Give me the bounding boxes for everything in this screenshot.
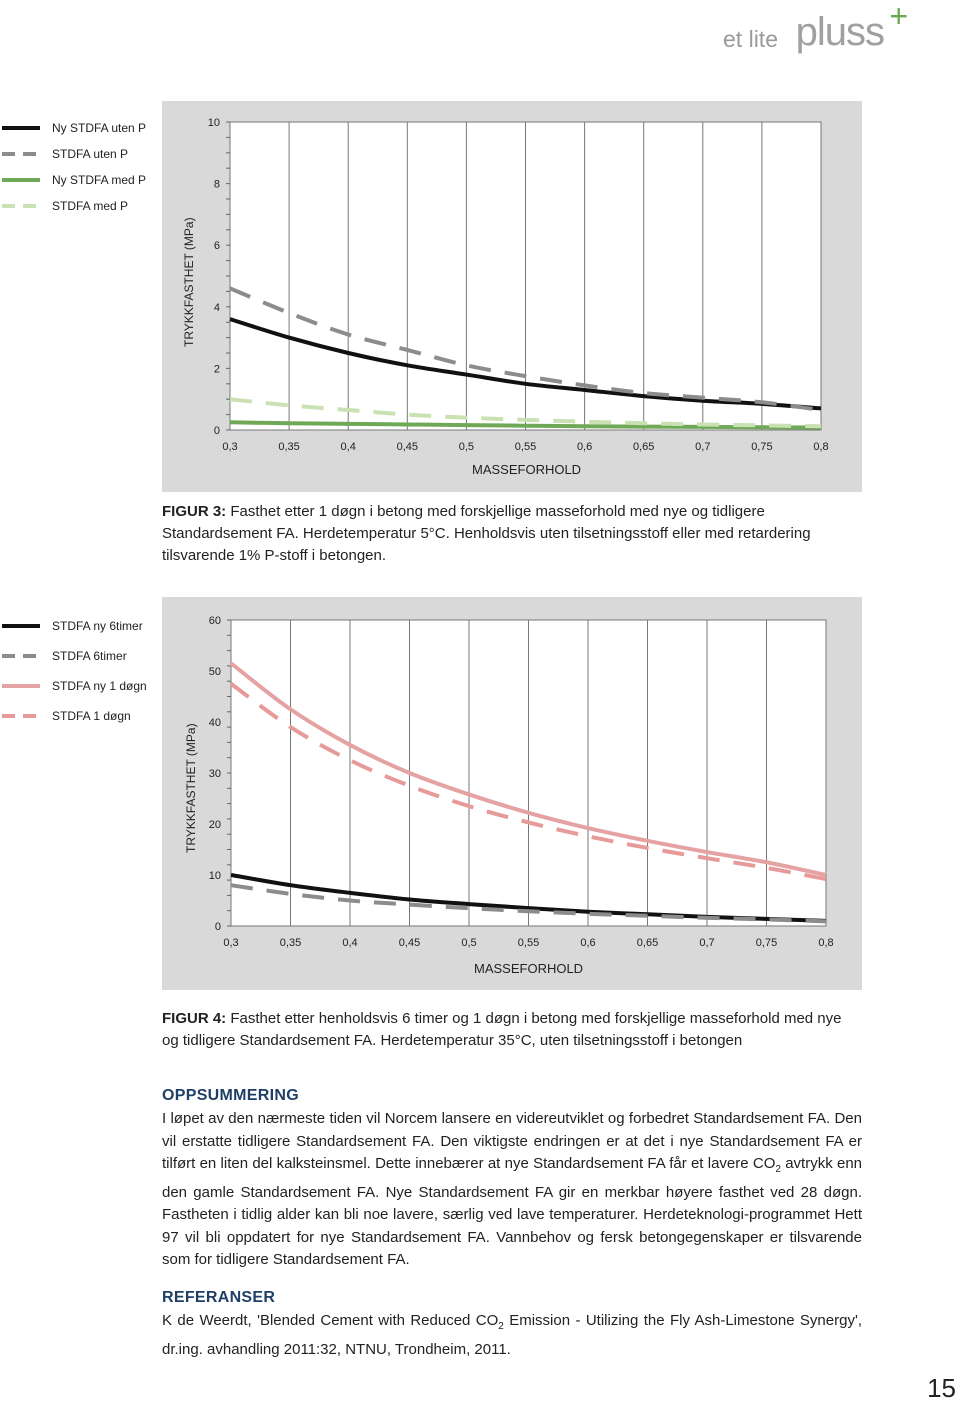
page-number: 15 <box>927 1373 956 1403</box>
chart1-y-tick-label: 4 <box>213 301 220 314</box>
chart2-x-tick-label: 0,5 <box>461 937 477 949</box>
chart2-x-tick-label: 0,65 <box>636 937 659 949</box>
chart2-legend-swatch <box>0 711 42 721</box>
brand-small-text: et lite <box>723 26 778 52</box>
summary-text-part2: avtrykk enn den gamle Standardsement FA. Nye Standardsement FA gir en merkbar høyere fasthet ved 28 døgn. Fastheten i tidlig alder kan bli noe lavere, særlig ved lave temperaturer. Herdeteknologi-programmet Hett 97 vil bli oppdatert for nye Standardsement FA. Vannbehov og fersk betongegenskaper er tilsvarende som for tidligere Standardsement FA. <box>162 1155 863 1268</box>
chart2-grid <box>227 620 826 926</box>
chart1-x-tick-label: 0,8 <box>813 441 829 453</box>
chart1-legend-swatch <box>0 149 42 159</box>
chart1-y-axis-title: TRYKKFASTHET (MPa) <box>182 217 196 347</box>
reference-co2-subscript: 2 <box>498 1321 504 1332</box>
chart2-plot <box>162 597 862 990</box>
reference-text-part2: Emission - Utilizing the Fly Ash-Limestone Synergy', dr.ing. avhandling 2011:32, NTNU, Trondheim, 2011. <box>162 1312 862 1358</box>
chart1-x-tick-label: 0,75 <box>751 441 773 453</box>
summary-co2-subscript: 2 <box>775 1164 781 1175</box>
chart1-y-tick-label: 0 <box>213 425 220 437</box>
chart2-y-axis-title: TRYKKFASTHET (MPa) <box>184 723 198 853</box>
chart1-legend-item <box>0 198 128 214</box>
chart2-x-tick-label: 0,6 <box>580 937 596 949</box>
chart1-x-tick-label: 0,6 <box>576 441 593 453</box>
chart2-legend-item <box>0 708 131 724</box>
chart2-x-tick-label: 0,55 <box>517 937 540 949</box>
chart1-legend-label: Ny STDFA med P <box>52 173 147 187</box>
chart2-legend-swatch <box>0 681 42 691</box>
figure3-caption <box>162 501 862 567</box>
chart2-x-tick-label: 0,7 <box>699 937 715 949</box>
chart1-legend-label: STDFA uten P <box>52 147 129 161</box>
chart1-x-tick-label: 0,45 <box>396 441 419 453</box>
chart1-legend-label: STDFA med P <box>52 199 129 213</box>
references-body <box>162 1310 862 1361</box>
references-heading: REFERANSER <box>162 1289 276 1306</box>
brand-plus-icon: + <box>889 0 908 34</box>
chart1-x-tick-label: 0,35 <box>278 441 300 453</box>
chart1-y-tick-label: 6 <box>213 240 220 253</box>
chart2-x-tick-label: 0,3 <box>223 937 239 949</box>
chart2-legend-item <box>0 618 143 634</box>
chart2-x-tick-label: 0,45 <box>398 937 421 949</box>
brand-logo <box>664 0 908 56</box>
chart1-x-tick-label: 0,5 <box>458 441 475 453</box>
chart2-y-tick-label: 60 <box>208 615 221 627</box>
chart2-y-tick-label: 50 <box>208 666 221 678</box>
chart1-legend-swatch <box>0 201 42 211</box>
chart2-legend-label: STDFA 6timer <box>52 649 127 663</box>
chart1-legend-swatch <box>0 175 42 185</box>
chart2-legend-label: STDFA ny 6timer <box>52 619 143 633</box>
figure4-caption <box>162 1008 862 1052</box>
chart2-y-tick-label: 30 <box>208 768 221 780</box>
summary-body <box>162 1108 862 1272</box>
chart1-legend-swatch <box>0 123 42 133</box>
chart1-x-tick-label: 0,3 <box>222 441 238 453</box>
brand-big-text: pluss <box>795 10 884 54</box>
figure4-caption-label: FIGUR 4: <box>162 1010 227 1027</box>
summary-text-part1: I løpet av den nærmeste tiden vil Norcem lansere en videreutviklet og forbedret Standardsement FA. Den vil erstatte tidligere Standardsement FA. Den viktigste endringen er at det i nye Standardsement FA er tilført en liten del kalksteinsmel. Dette innebærer at nye Standardsement FA får et lavere CO <box>162 1110 862 1172</box>
chart1-legend-item <box>0 120 146 136</box>
summary-heading: OPPSUMMERING <box>162 1087 299 1104</box>
chart1-x-tick-label: 0,7 <box>695 441 711 453</box>
chart2-figure4 <box>162 597 862 990</box>
chart2-legend-swatch <box>0 651 42 661</box>
chart2-x-tick-label: 0,8 <box>818 937 834 949</box>
chart2-y-tick-label: 10 <box>208 870 221 882</box>
chart1-legend-item <box>0 172 146 188</box>
figure3-caption-label: FIGUR 3: <box>162 503 227 520</box>
chart1-legend-item <box>0 146 128 162</box>
chart1-x-axis-title: MASSEFORHOLD <box>472 462 582 477</box>
chart2-y-tick-label: 20 <box>208 819 221 831</box>
chart1-x-tick-label: 0,65 <box>632 441 655 453</box>
chart1-y-tick-label: 8 <box>213 178 220 191</box>
chart2-y-tick-label: 0 <box>214 921 221 933</box>
chart1-x-tick-label: 0,55 <box>514 441 537 453</box>
chart2-x-tick-label: 0,4 <box>342 937 358 949</box>
chart1-plot <box>162 101 862 492</box>
chart2-legend-swatch <box>0 621 42 631</box>
chart1-y-tick-label: 2 <box>213 363 220 376</box>
chart2-x-axis-title: MASSEFORHOLD <box>474 961 584 976</box>
chart2-legend-item <box>0 648 127 664</box>
reference-text-part1: K de Weerdt, 'Blended Cement with Reduced CO <box>162 1312 499 1329</box>
chart2-y-tick-label: 40 <box>208 717 221 729</box>
chart2-x-tick-label: 0,35 <box>279 937 302 949</box>
figure4-caption-text: Fasthet etter henholdsvis 6 timer og 1 døgn i betong med forskjellige masseforhold med nye og tidligere Standardsement FA. Herdetemperatur 35°C, uten tilsetningsstoff i betongen <box>162 1010 842 1049</box>
chart1-y-tick-label: 10 <box>207 117 220 129</box>
chart2-legend-label: STDFA 1 døgn <box>52 709 131 723</box>
chart1-figure3 <box>162 101 862 492</box>
figure3-caption-text: Fasthet etter 1 døgn i betong med forskjellige masseforhold med nye og tidligere Standardsement FA. Herdetemperatur 5°C. Henholdsvis uten tilsetningsstoff eller med retardering tilsvarende 1% P-stoff i betongen. <box>162 503 811 564</box>
chart1-legend-label: Ny STDFA uten P <box>52 121 147 135</box>
chart2-legend-label: STDFA ny 1 døgn <box>52 679 147 693</box>
chart1-x-tick-label: 0,4 <box>340 441 356 453</box>
chart2-x-tick-label: 0,75 <box>755 937 778 949</box>
chart2-legend-item <box>0 678 147 694</box>
